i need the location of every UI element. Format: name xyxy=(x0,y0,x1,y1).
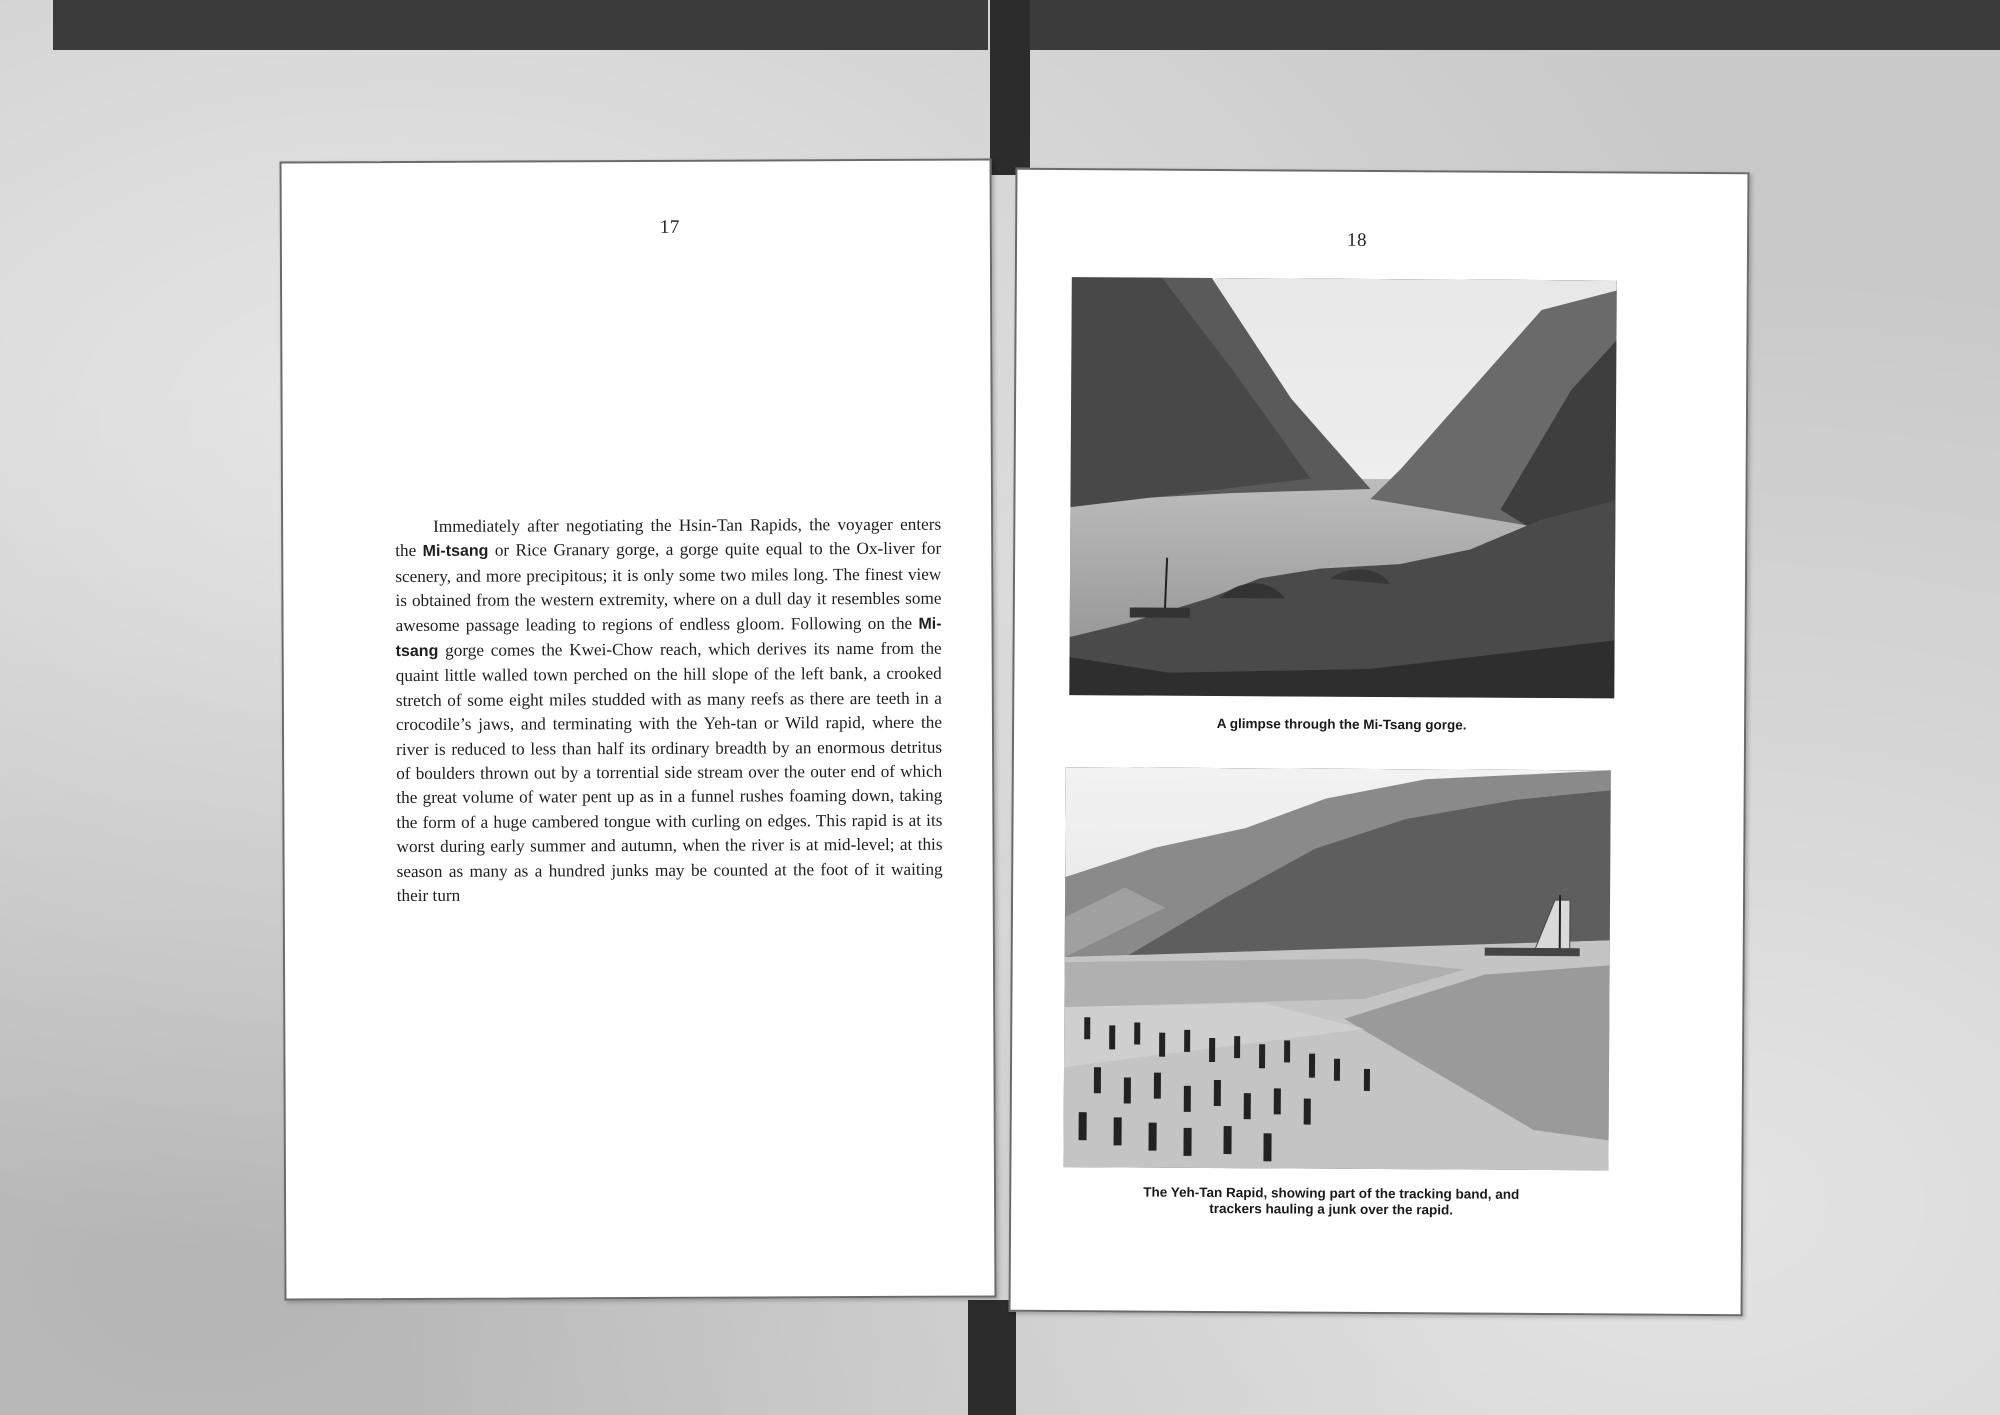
paragraph-text-1: Immediately after negotiating the Hsin-Tan Rapids, the voyager enters the xyxy=(395,514,942,561)
book-spine-top xyxy=(990,0,1030,175)
paragraph-text-3: gorge comes the Kwei-Chow reach, which derives its name from the quaint little walled town perched on the hill slope of the left bank, a crooked stretch of some eight miles studded with as many reefs as there are teeth in a crocodile’s jaws, and terminating with the Yeh-tan or Wild rapid, where the river is reduced to less than half its ordinary breadth by an enormous detritus of boulders thrown out by a torrential side stream over the outer end of which the great volume of water pent up as in a funnel rushes foaming down, taking the form of a huge cambered tongue with curling on edges. This rapid is at its worst during early summer and autumn, when the river is at mid-level; at this season as many as a hundred junks may be counted at the foot of it waiting their turn xyxy=(395,638,943,906)
scanner-top-edge-right xyxy=(1030,0,2000,50)
rapid-photograph xyxy=(1063,767,1610,1170)
right-page xyxy=(1009,168,1750,1316)
place-name-emphasis: Mi-tsang xyxy=(422,543,489,561)
book-spine-bottom xyxy=(968,1300,1016,1415)
body-paragraph xyxy=(395,513,943,909)
rapid-photo-caption xyxy=(1051,1184,1611,1219)
rapid-caption-line-1: The Yeh-Tan Rapid, showing part of the tracking band, and xyxy=(1143,1184,1520,1202)
rapid-caption-line-2: trackers hauling a junk over the rapid. xyxy=(1209,1200,1454,1218)
gorge-photograph xyxy=(1069,277,1617,698)
paragraph-text-2: or Rice Granary gorge, a gorge quite equal to the Ox-liver for scenery, and more precipitous; it is only some two miles long. The finest view is obtained from the western extremity, where on a dull day it resembles some awesome passage leading to regions of endless gloom. Following on the xyxy=(395,539,942,635)
place-name-emphasis: Mi-tsang xyxy=(395,615,942,661)
gorge-photo-caption: A glimpse through the Mi-Tsang gorge. xyxy=(1216,716,1467,733)
scanner-top-edge-left xyxy=(53,0,988,50)
page-number-left: 17 xyxy=(659,216,680,238)
left-page xyxy=(280,158,997,1300)
page-number-right: 18 xyxy=(1347,229,1368,251)
